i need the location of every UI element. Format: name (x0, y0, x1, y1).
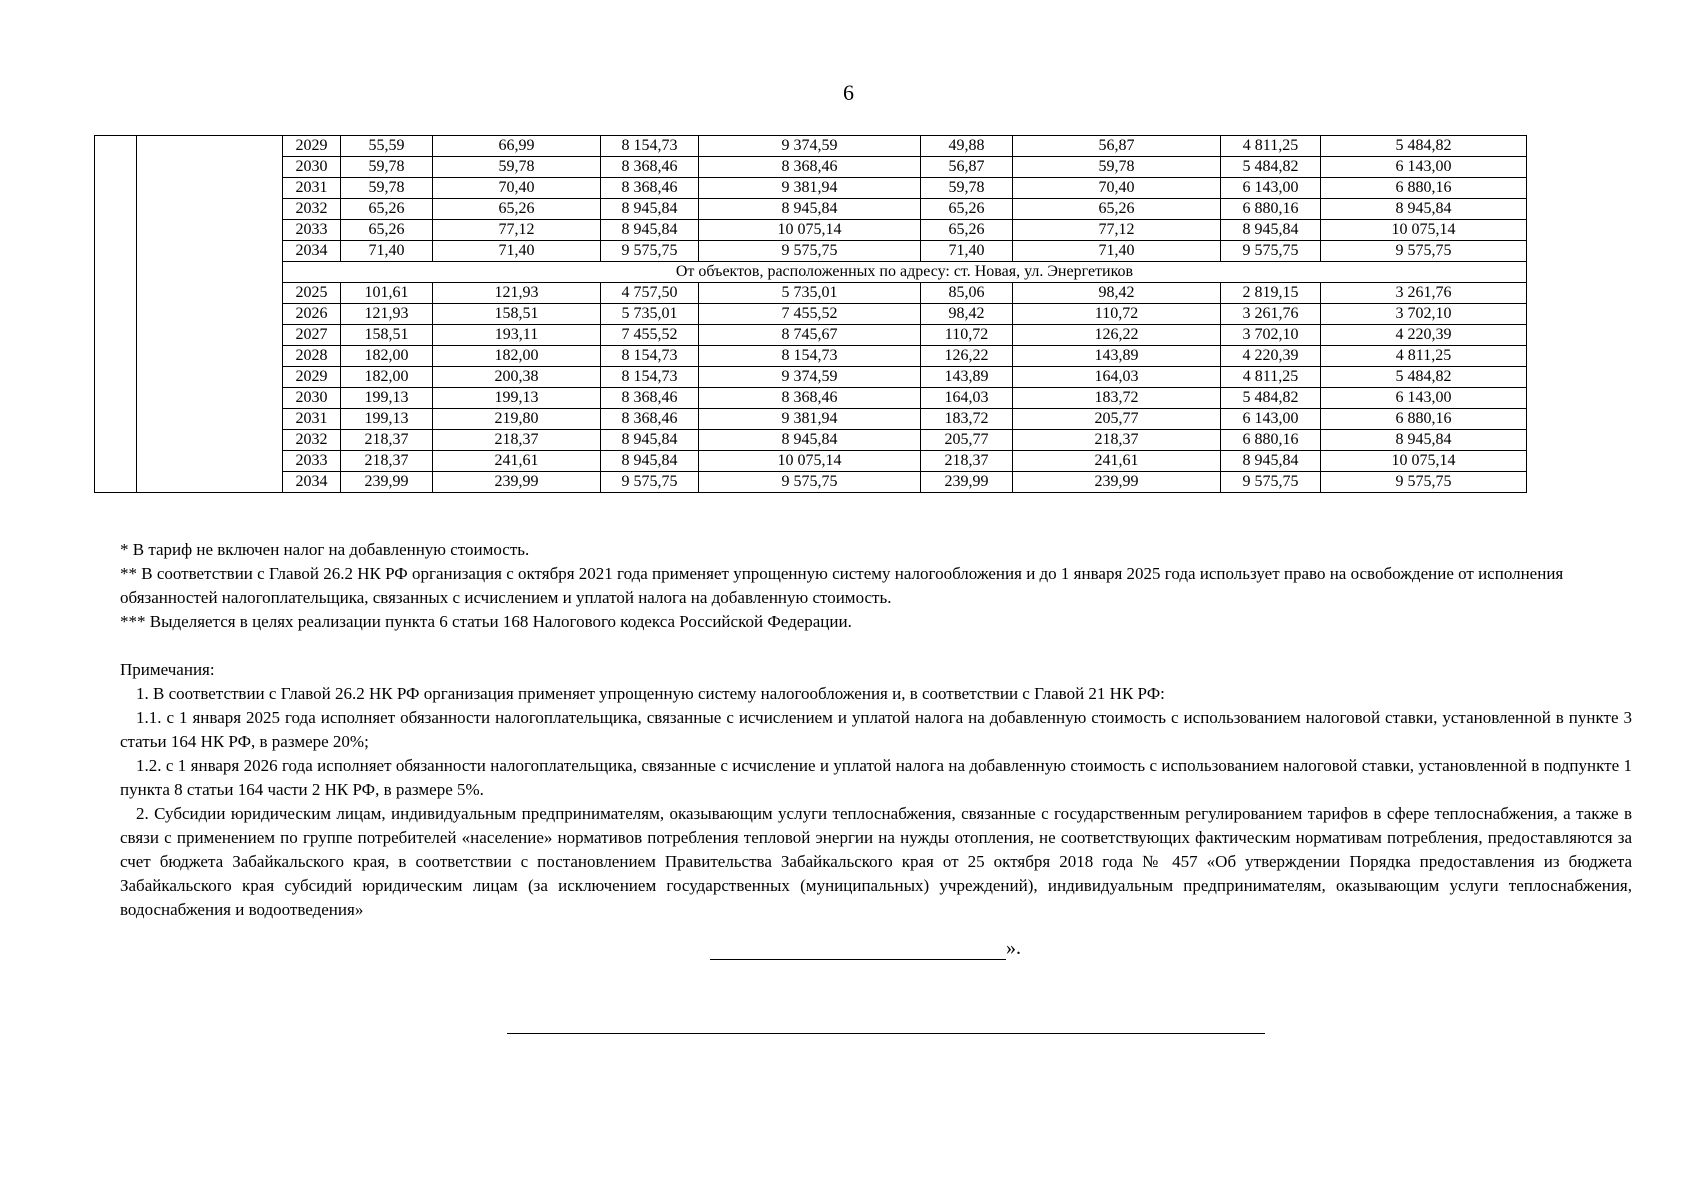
empty-cell (137, 346, 283, 367)
empty-cell (95, 451, 137, 472)
value-cell: 5 484,82 (1221, 388, 1321, 409)
value-cell: 71,40 (921, 241, 1013, 262)
value-cell: 8 368,46 (699, 157, 921, 178)
value-cell: 183,72 (1013, 388, 1221, 409)
table-row (95, 472, 1527, 493)
footnotes (120, 538, 1580, 634)
value-cell: 143,89 (1013, 346, 1221, 367)
table-row (95, 241, 1527, 262)
table-row (95, 409, 1527, 430)
value-cell: 8 368,46 (601, 178, 699, 199)
value-cell: 6 143,00 (1221, 178, 1321, 199)
value-cell: 164,03 (921, 388, 1013, 409)
value-cell: 239,99 (921, 472, 1013, 493)
value-cell: 218,37 (433, 430, 601, 451)
value-cell: 9 575,75 (1221, 241, 1321, 262)
value-cell: 101,61 (341, 283, 433, 304)
value-cell: 8 945,84 (699, 430, 921, 451)
table-row (95, 430, 1527, 451)
value-cell: 10 075,14 (1321, 451, 1527, 472)
empty-cell (137, 157, 283, 178)
value-cell: 65,26 (921, 220, 1013, 241)
value-cell: 3 261,76 (1321, 283, 1527, 304)
value-cell: 6 880,16 (1321, 409, 1527, 430)
table-row (95, 220, 1527, 241)
value-cell: 10 075,14 (699, 451, 921, 472)
value-cell: 8 368,46 (601, 409, 699, 430)
value-cell: 70,40 (433, 178, 601, 199)
note-1-1: 1.1. с 1 января 2025 года исполняет обязанности налогоплательщика, связанные с исчислением и уплатой налога на добавленную стоимость с использованием налоговой ставки, установленной в пункте 3 статьи 164 НК РФ, в размере 20%; (120, 708, 1632, 751)
table-row (95, 325, 1527, 346)
closing-line (710, 937, 1021, 960)
value-cell: 205,77 (921, 430, 1013, 451)
value-cell: 199,13 (433, 388, 601, 409)
value-cell: 4 811,25 (1321, 346, 1527, 367)
value-cell: 9 575,75 (1321, 241, 1527, 262)
value-cell: 59,78 (341, 157, 433, 178)
value-cell: 10 075,14 (1321, 220, 1527, 241)
table-row (95, 367, 1527, 388)
table-row (95, 304, 1527, 325)
value-cell: 9 575,75 (699, 241, 921, 262)
value-cell: 182,00 (433, 346, 601, 367)
value-cell: 49,88 (921, 136, 1013, 157)
value-cell: 8 154,73 (601, 367, 699, 388)
footnote-2: ** В соответствии с Главой 26.2 НК РФ организация с октября 2021 года применяет упрощенную систему налогообложения и до 1 января 2025 года использует право на освобождение от исполнения обязанностей налогоплательщика, связанных с исчислением и уплатой налога на добавленную стоимость. (120, 564, 1564, 607)
empty-cell (95, 388, 137, 409)
value-cell: 8 945,84 (601, 451, 699, 472)
year-cell: 2029 (283, 367, 341, 388)
value-cell: 6 880,16 (1321, 178, 1527, 199)
empty-cell (95, 325, 137, 346)
value-cell: 193,11 (433, 325, 601, 346)
value-cell: 70,40 (1013, 178, 1221, 199)
year-cell: 2031 (283, 178, 341, 199)
empty-cell (95, 241, 137, 262)
value-cell: 8 945,84 (1221, 220, 1321, 241)
value-cell: 71,40 (341, 241, 433, 262)
year-cell: 2026 (283, 304, 341, 325)
value-cell: 8 945,84 (1321, 430, 1527, 451)
empty-cell (137, 451, 283, 472)
value-cell: 218,37 (921, 451, 1013, 472)
value-cell: 182,00 (341, 367, 433, 388)
value-cell: 239,99 (433, 472, 601, 493)
value-cell: 9 575,75 (1321, 472, 1527, 493)
footnote-3: *** Выделяется в целях реализации пункта 6 статьи 168 Налогового кодекса Российской Федерации. (120, 612, 852, 631)
value-cell: 3 702,10 (1321, 304, 1527, 325)
value-cell: 158,51 (433, 304, 601, 325)
value-cell: 8 368,46 (699, 388, 921, 409)
value-cell: 9 575,75 (1221, 472, 1321, 493)
value-cell: 85,06 (921, 283, 1013, 304)
value-cell: 126,22 (921, 346, 1013, 367)
value-cell: 59,78 (921, 178, 1013, 199)
value-cell: 8 368,46 (601, 388, 699, 409)
value-cell: 4 220,39 (1321, 325, 1527, 346)
table-row (95, 157, 1527, 178)
value-cell: 8 154,73 (601, 346, 699, 367)
value-cell: 9 374,59 (699, 136, 921, 157)
value-cell: 239,99 (1013, 472, 1221, 493)
empty-cell (137, 199, 283, 220)
value-cell: 66,99 (433, 136, 601, 157)
value-cell: 8 154,73 (601, 136, 699, 157)
value-cell: 8 945,84 (699, 199, 921, 220)
value-cell: 9 374,59 (699, 367, 921, 388)
empty-cell (137, 388, 283, 409)
year-cell: 2032 (283, 430, 341, 451)
value-cell: 71,40 (1013, 241, 1221, 262)
value-cell: 183,72 (921, 409, 1013, 430)
value-cell: 8 945,84 (1221, 451, 1321, 472)
value-cell: 59,78 (341, 178, 433, 199)
value-cell: 65,26 (921, 199, 1013, 220)
empty-cell (95, 262, 137, 283)
value-cell: 9 575,75 (601, 472, 699, 493)
value-cell: 205,77 (1013, 409, 1221, 430)
year-cell: 2031 (283, 409, 341, 430)
value-cell: 4 220,39 (1221, 346, 1321, 367)
value-cell: 56,87 (921, 157, 1013, 178)
year-cell: 2034 (283, 241, 341, 262)
tariff-table-body (95, 136, 1527, 493)
value-cell: 10 075,14 (699, 220, 921, 241)
footnote-1: * В тариф не включен налог на добавленную стоимость. (120, 540, 530, 559)
closing-quote-mark: ». (1006, 937, 1021, 959)
empty-cell (137, 325, 283, 346)
value-cell: 121,93 (341, 304, 433, 325)
value-cell: 143,89 (921, 367, 1013, 388)
value-cell: 110,72 (921, 325, 1013, 346)
value-cell: 8 945,84 (601, 430, 699, 451)
value-cell: 77,12 (1013, 220, 1221, 241)
value-cell: 4 811,25 (1221, 136, 1321, 157)
value-cell: 8 745,67 (699, 325, 921, 346)
value-cell: 3 702,10 (1221, 325, 1321, 346)
empty-cell (137, 409, 283, 430)
empty-cell (95, 283, 137, 304)
tariff-table (94, 135, 1527, 493)
empty-cell (137, 178, 283, 199)
value-cell: 9 575,75 (699, 472, 921, 493)
empty-cell (95, 472, 137, 493)
year-cell: 2033 (283, 220, 341, 241)
value-cell: 56,87 (1013, 136, 1221, 157)
value-cell: 6 880,16 (1221, 430, 1321, 451)
signature-underline (710, 941, 1006, 960)
empty-cell (95, 157, 137, 178)
empty-cell (95, 199, 137, 220)
value-cell: 8 945,84 (601, 220, 699, 241)
value-cell: 65,26 (341, 220, 433, 241)
table-row (95, 346, 1527, 367)
value-cell: 8 945,84 (601, 199, 699, 220)
value-cell: 121,93 (433, 283, 601, 304)
year-cell: 2034 (283, 472, 341, 493)
value-cell: 6 143,00 (1221, 409, 1321, 430)
note-1: 1. В соответствии с Главой 26.2 НК РФ организация применяет упрощенную систему налогообложения и, в соответствии с Главой 21 НК РФ: (136, 684, 1165, 703)
value-cell: 7 455,52 (699, 304, 921, 325)
empty-cell (137, 283, 283, 304)
value-cell: 9 381,94 (699, 178, 921, 199)
value-cell: 65,26 (433, 199, 601, 220)
value-cell: 4 757,50 (601, 283, 699, 304)
value-cell: 110,72 (1013, 304, 1221, 325)
value-cell: 59,78 (1013, 157, 1221, 178)
year-cell: 2033 (283, 451, 341, 472)
note-1-2: 1.2. с 1 января 2026 года исполняет обязанности налогоплательщика, связанные с исчисление и уплатой налога на добавленную стоимость с использованием налоговой ставки, установленной в подпункте 1 пункта 8 статьи 164 части 2 НК РФ, в размере 5%. (120, 756, 1632, 799)
value-cell: 218,37 (341, 430, 433, 451)
value-cell: 241,61 (433, 451, 601, 472)
value-cell: 3 261,76 (1221, 304, 1321, 325)
value-cell: 126,22 (1013, 325, 1221, 346)
value-cell: 77,12 (433, 220, 601, 241)
year-cell: 2025 (283, 283, 341, 304)
note-2: 2. Субсидии юридическим лицам, индивидуальным предпринимателям, оказывающим услуги теплоснабжения, связанные с государственным регулированием тарифов в сфере теплоснабжения, а также в связи с применением по группе потребителей «население» нормативов потребления тепловой энергии на нужды отопления, не соответствующих фактическим нормативам потребления, предоставляются за счет бюджета Забайкальского края, в соответствии с постановлением Правительства Забайкальского края от 25 октября 2018 года № 457 «Об утверждении Порядка предоставления из бюджета Забайкальского края субсидий юридическим лицам (за исключением государственных (муниципальных) учреждений), индивидуальным предпринимателям, оказывающим услуги теплоснабжения, водоснабжения и водоотведения» (120, 804, 1632, 919)
year-cell: 2030 (283, 157, 341, 178)
table-row (95, 388, 1527, 409)
empty-cell (95, 220, 137, 241)
value-cell: 98,42 (921, 304, 1013, 325)
year-cell: 2027 (283, 325, 341, 346)
year-cell: 2028 (283, 346, 341, 367)
empty-cell (95, 409, 137, 430)
table-row (95, 136, 1527, 157)
value-cell: 239,99 (341, 472, 433, 493)
empty-cell (137, 430, 283, 451)
value-cell: 219,80 (433, 409, 601, 430)
empty-cell (95, 304, 137, 325)
value-cell: 5 484,82 (1221, 157, 1321, 178)
table-row (95, 283, 1527, 304)
bottom-rule-divider (507, 1033, 1265, 1034)
value-cell: 2 819,15 (1221, 283, 1321, 304)
empty-cell (137, 220, 283, 241)
value-cell: 200,38 (433, 367, 601, 388)
value-cell: 98,42 (1013, 283, 1221, 304)
empty-cell (95, 346, 137, 367)
empty-cell (95, 367, 137, 388)
empty-cell (137, 136, 283, 157)
value-cell: 218,37 (341, 451, 433, 472)
value-cell: 6 880,16 (1221, 199, 1321, 220)
value-cell: 4 811,25 (1221, 367, 1321, 388)
notes-heading: Примечания: (120, 660, 215, 679)
empty-cell (137, 367, 283, 388)
section-title: От объектов, расположенных по адресу: ст. Новая, ул. Энергетиков (283, 262, 1527, 283)
value-cell: 8 154,73 (699, 346, 921, 367)
value-cell: 241,61 (1013, 451, 1221, 472)
value-cell: 218,37 (1013, 430, 1221, 451)
value-cell: 8 945,84 (1321, 199, 1527, 220)
value-cell: 7 455,52 (601, 325, 699, 346)
value-cell: 71,40 (433, 241, 601, 262)
section-row (95, 262, 1527, 283)
empty-cell (95, 136, 137, 157)
empty-cell (95, 430, 137, 451)
value-cell: 182,00 (341, 346, 433, 367)
value-cell: 65,26 (341, 199, 433, 220)
value-cell: 8 368,46 (601, 157, 699, 178)
value-cell: 164,03 (1013, 367, 1221, 388)
value-cell: 65,26 (1013, 199, 1221, 220)
year-cell: 2032 (283, 199, 341, 220)
page-number: 6 (843, 80, 854, 105)
table-row (95, 178, 1527, 199)
empty-cell (95, 178, 137, 199)
value-cell: 5 735,01 (699, 283, 921, 304)
value-cell: 6 143,00 (1321, 388, 1527, 409)
value-cell: 6 143,00 (1321, 157, 1527, 178)
tariff-table-wrapper (94, 135, 1527, 493)
value-cell: 158,51 (341, 325, 433, 346)
notes-section (120, 658, 1632, 922)
table-row (95, 451, 1527, 472)
year-cell: 2029 (283, 136, 341, 157)
value-cell: 59,78 (433, 157, 601, 178)
value-cell: 9 575,75 (601, 241, 699, 262)
empty-cell (137, 241, 283, 262)
table-row (95, 199, 1527, 220)
empty-cell (137, 472, 283, 493)
value-cell: 5 484,82 (1321, 136, 1527, 157)
value-cell: 5 484,82 (1321, 367, 1527, 388)
value-cell: 199,13 (341, 409, 433, 430)
value-cell: 55,59 (341, 136, 433, 157)
value-cell: 199,13 (341, 388, 433, 409)
year-cell: 2030 (283, 388, 341, 409)
value-cell: 5 735,01 (601, 304, 699, 325)
value-cell: 9 381,94 (699, 409, 921, 430)
empty-cell (137, 304, 283, 325)
empty-cell (137, 262, 283, 283)
